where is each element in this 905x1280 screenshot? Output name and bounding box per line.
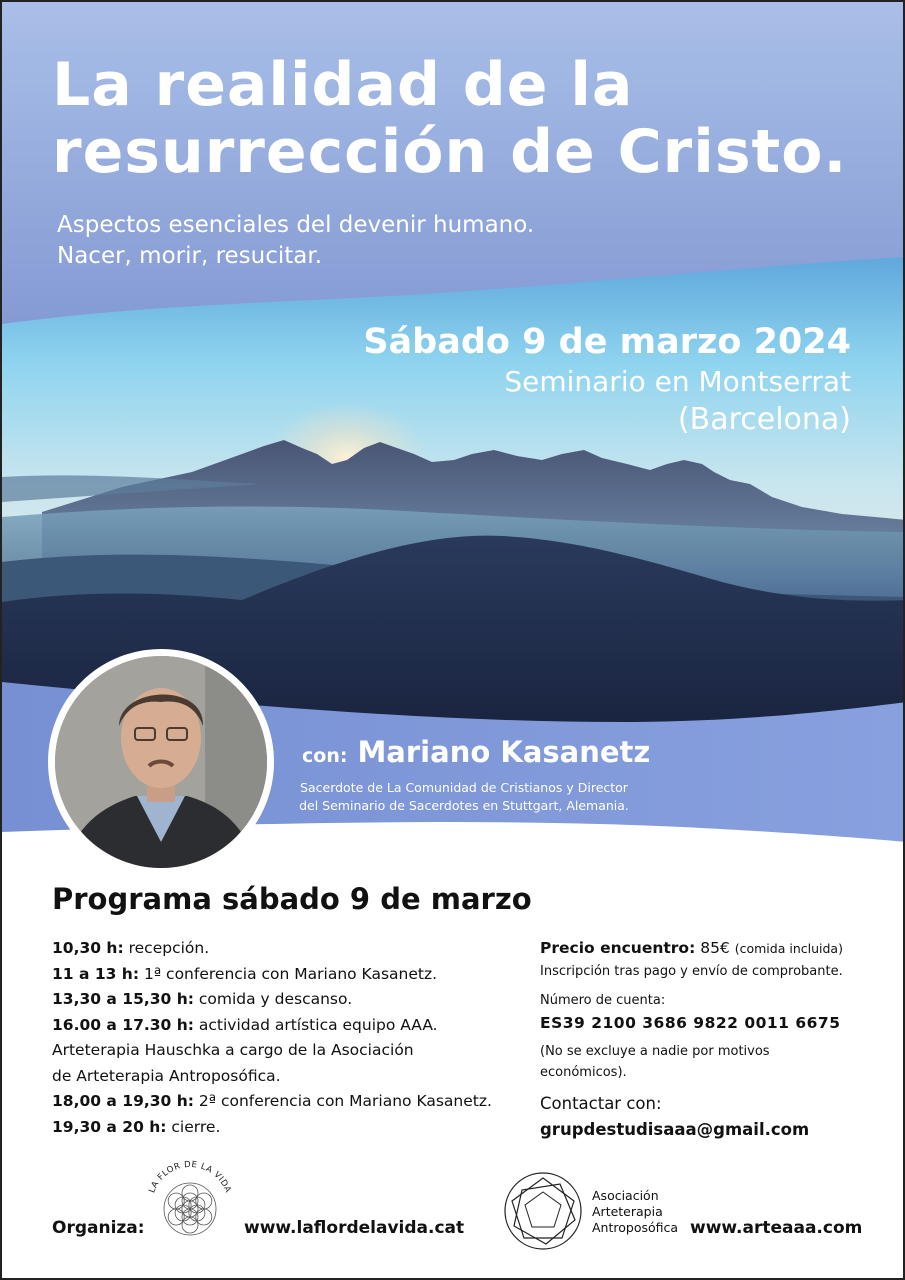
speaker-con-label: con:: [302, 745, 348, 767]
registration-info: [540, 936, 870, 1143]
aaa-line-1: Asociación: [592, 1188, 659, 1203]
schedule-time: 13,30 a 15,30 h:: [52, 990, 194, 1008]
title-line-2: resurrección de Cristo.: [52, 117, 848, 187]
event-city: (Barcelona): [677, 402, 851, 437]
schedule-text: cierre.: [166, 1117, 221, 1136]
speaker-description: [274, 779, 654, 815]
schedule-text: recepción.: [123, 939, 210, 957]
account-label: Número de cuenta:: [540, 993, 666, 1008]
schedule-item: [52, 1013, 527, 1039]
price-note: (comida incluida): [734, 941, 843, 956]
event-subtitle: [57, 210, 534, 272]
speaker-name: Mariano Kasanetz: [357, 735, 651, 769]
schedule-text: Arteterapia Hauschka a cargo de la Asociación: [52, 1041, 414, 1059]
price-label: Precio encuentro:: [540, 939, 696, 957]
aaa-logo-text: [592, 1188, 678, 1236]
schedule-text: de Arteterapia Antroposófica.: [52, 1066, 281, 1085]
schedule-time: 11 a 13 h:: [52, 964, 140, 983]
logo-flor-text: LA FLOR DE LA VIDA: [147, 1159, 233, 1195]
schedule-item: [52, 1064, 527, 1090]
speaker-desc-line-2: del Seminario de Sacerdotes en Stuttgart, Alemania.: [299, 798, 629, 813]
program-schedule: [52, 936, 527, 1140]
schedule-item: [52, 1038, 527, 1064]
price-value: 85€: [695, 939, 735, 957]
schedule-time: 18,00 a 19,30 h:: [52, 1092, 194, 1110]
event-date-block: [363, 320, 851, 440]
program-title: Programa sábado 9 de marzo: [52, 882, 532, 916]
subtitle-line-2: Nacer, morir, resucitar.: [57, 243, 323, 269]
schedule-text: 1ª conferencia con Mariano Kasanetz.: [139, 964, 438, 983]
schedule-time: 10,30 h:: [52, 939, 124, 957]
svg-text:LA FLOR DE LA VIDA: [147, 1160, 233, 1195]
organiza-label: Organiza:: [52, 1218, 145, 1238]
aaa-line-3: Antroposófica: [592, 1220, 679, 1235]
schedule-item: [52, 987, 527, 1013]
inclusion-note-line-2: económicos).: [540, 1065, 627, 1080]
schedule-item: [52, 1115, 527, 1141]
subtitle-line-1: Aspectos esenciales del devenir humano.: [57, 212, 535, 238]
schedule-time: 16.00 a 17.30 h:: [52, 1015, 194, 1034]
pentagon-spiral-logo-icon: [502, 1170, 584, 1252]
inscription-note: Inscripción tras pago y envío de comprobante.: [540, 964, 843, 979]
aaa-line-2: Arteterapia: [592, 1204, 663, 1219]
website-link-arteaaa[interactable]: www.arteaaa.com: [690, 1218, 863, 1238]
title-line-1: La realidad de la: [52, 50, 634, 120]
contact-label: Contactar con:: [540, 1094, 662, 1113]
schedule-text: actividad artística equipo AAA.: [193, 1015, 438, 1034]
schedule-time: 19,30 a 20 h:: [52, 1117, 167, 1136]
event-venue: Seminario en Montserrat: [504, 365, 851, 398]
speaker-name-row: [302, 735, 650, 769]
flower-of-life-logo-icon: [140, 1155, 240, 1255]
website-link-flor[interactable]: www.laflordelavida.cat: [244, 1218, 465, 1238]
schedule-text: 2ª conferencia con Mariano Kasanetz.: [193, 1092, 492, 1110]
event-title: [52, 52, 847, 186]
price-line: [540, 936, 870, 961]
schedule-item: [52, 936, 527, 962]
schedule-item: [52, 1089, 527, 1115]
schedule-text: comida y descanso.: [193, 990, 353, 1008]
contact-email[interactable]: grupdestudisaaa@gmail.com: [540, 1120, 810, 1139]
inclusion-note-line-1: (No se excluye a nadie por motivos: [540, 1044, 770, 1059]
event-date: Sábado 9 de marzo 2024: [363, 322, 851, 362]
speaker-desc-line-1: Sacerdote de La Comunidad de Cristianos y Director: [300, 780, 628, 795]
account-iban: ES39 2100 3686 9822 0011 6675: [540, 1014, 841, 1032]
schedule-item: [52, 962, 527, 988]
speaker-photo: [48, 649, 274, 875]
